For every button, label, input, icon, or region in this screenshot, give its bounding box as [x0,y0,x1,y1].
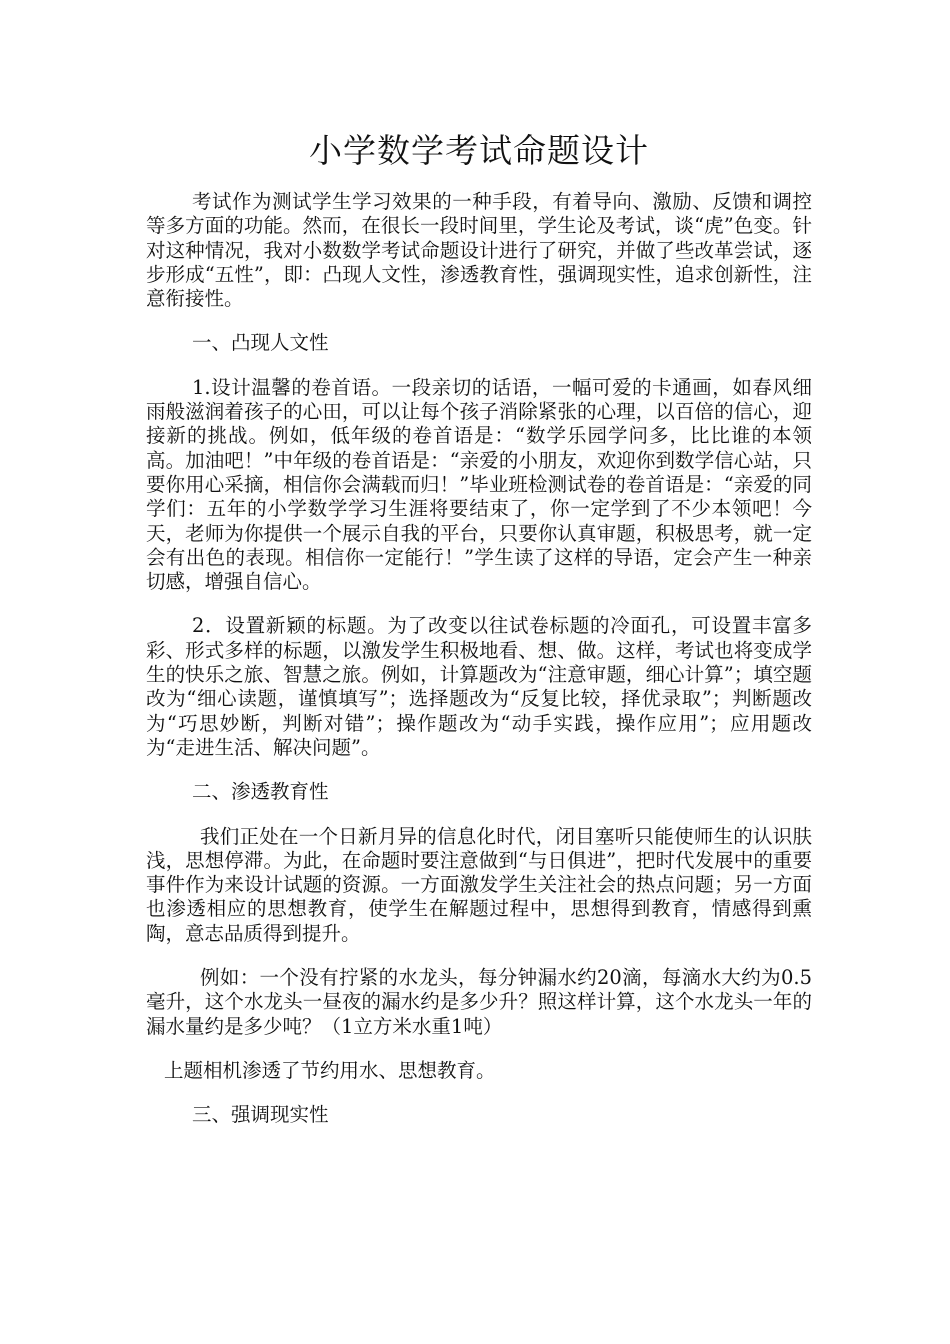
section-2-paragraph-1: 我们正处在一个日新月异的信息化时代，闭目塞听只能使师生的认识肤浅，思想停滞。为此，在命题时要注意做到“与日俱进”，把时代发展中的重要事件作为来设计试题的资源。一方面激发学生关注社会的热点问题；另一方面也渗透相应的思想教育，使学生在解题过程中，思想得到教育，情感得到熏陶，意志品质得到提升。 [146,824,812,945]
section-1-paragraph-2: 2．设置新颖的标题。为了改变以往试卷标题的冷面孔，可设置丰富多彩、形式多样的标题，以激发学生积极地看、想、做。这样，考试也将变成学生的快乐之旅、智慧之旅。例如，计算题改为“注意审题，细心计算”；填空题改为“细心读题，谨慎填写”；选择题改为“反复比较，择优录取”；判断题改为“巧思妙断，判断对错”；操作题改为“动手实践，操作应用”；应用题改为“走进生活、解决问题”。 [146,614,812,759]
section-3-heading: 三、强调现实性 [192,1103,329,1127]
section-1-paragraph-1: 1.设计温馨的卷首语。一段亲切的话语，一幅可爱的卡通画，如春风细雨般滋润着孩子的心田，可以让每个孩子消除紧张的心理，以百倍的信心，迎接新的挑战。例如，低年级的卷首语是：“数学乐园学问多，比比谁的本领高。加油吧！”中年级的卷首语是：“亲爱的小朋友，欢迎你到数学信心站，只要你用心采摘，相信你会满载而归！”毕业班检测试卷的卷首语是：“亲爱的同学们：五年的小学数学学习生涯将要结束了，你一定学到了不少本领吧！今天，老师为你提供一个展示自我的平台，只要你认真审题，积极思考，就一定会有出色的表现。相信你一定能行！”学生读了这样的导语，定会产生一种亲切感，增强自信心。 [146,375,812,594]
section-1-heading: 一、凸现人文性 [192,331,329,355]
section-2-paragraph-2: 例如：一个没有拧紧的水龙头，每分钟漏水约20滴，每滴水大约为0.5毫升，这个水龙头一昼夜的漏水约是多少升？照这样计算，这个水龙头一年的漏水量约是多少吨？（1立方米水重1吨） [146,966,812,1038]
intro-paragraph: 考试作为测试学生学习效果的一种手段，有着导向、激励、反馈和调控等多方面的功能。然而，在很长一段时间里，学生论及考试，谈“虎”色变。针对这种情况，我对小数数学考试命题设计进行了研究，并做了些改革尝试，逐步形成“五性”，即：凸现人文性，渗透教育性，强调现实性，追求创新性，注意衔接性。 [146,190,812,311]
section-2-heading: 二、渗透教育性 [192,780,329,804]
section-2-paragraph-3: 上题相机渗透了节约用水、思想教育。 [164,1058,496,1082]
document-body [146,128,812,1128]
document-title: 小学数学考试命题设计 [309,131,649,170]
